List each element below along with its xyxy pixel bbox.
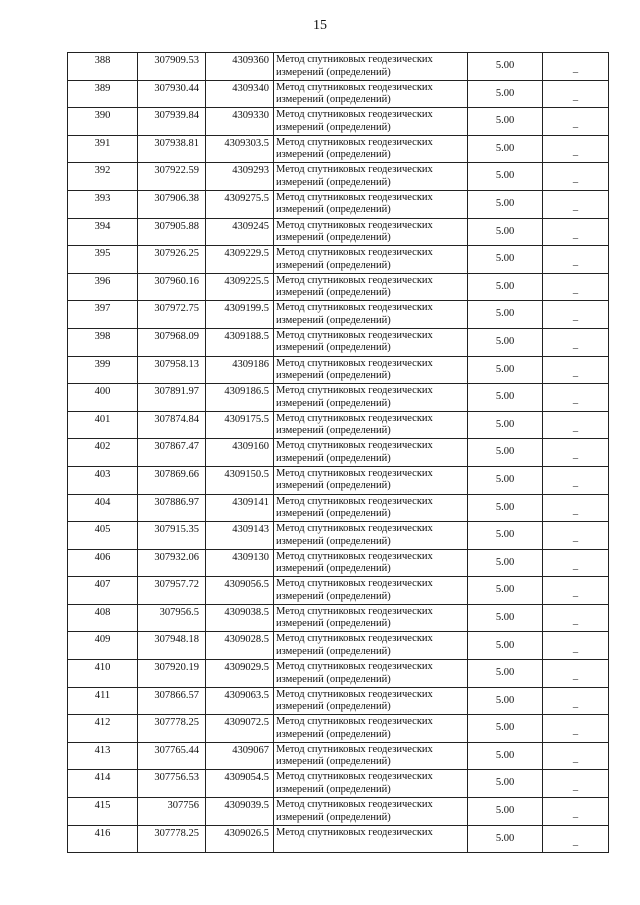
accuracy-cell: 5.00 — [468, 770, 543, 798]
method-cell: Метод спутниковых геодезических измерений (определений) — [274, 356, 468, 384]
note-cell: – — [543, 246, 609, 274]
note-cell: – — [543, 218, 609, 246]
x-coordinate-cell: 307968.09 — [138, 328, 206, 356]
method-cell: Метод спутниковых геодезических измерений (определений) — [274, 328, 468, 356]
point-number-cell: 411 — [68, 687, 138, 715]
y-coordinate-cell: 4309038.5 — [206, 604, 274, 632]
accuracy-cell: 5.00 — [468, 218, 543, 246]
table-row — [68, 439, 609, 467]
x-coordinate-cell: 307915.35 — [138, 522, 206, 550]
method-cell: Метод спутниковых геодезических — [274, 825, 468, 853]
note-cell: – — [543, 439, 609, 467]
note-cell: – — [543, 108, 609, 136]
coordinates-table-body — [68, 53, 609, 853]
y-coordinate-cell: 4309063.5 — [206, 687, 274, 715]
method-cell: Метод спутниковых геодезических измерений (определений) — [274, 715, 468, 743]
point-number-cell: 397 — [68, 301, 138, 329]
accuracy-cell: 5.00 — [468, 328, 543, 356]
table-row — [68, 660, 609, 688]
y-coordinate-cell: 4309360 — [206, 53, 274, 81]
y-coordinate-cell: 4309067 — [206, 742, 274, 770]
table-row — [68, 466, 609, 494]
table-row — [68, 273, 609, 301]
table-row — [68, 80, 609, 108]
table-row — [68, 190, 609, 218]
table-row — [68, 798, 609, 826]
table-row — [68, 549, 609, 577]
y-coordinate-cell: 4309026.5 — [206, 825, 274, 853]
note-cell: – — [543, 577, 609, 605]
accuracy-cell: 5.00 — [468, 798, 543, 826]
accuracy-cell: 5.00 — [468, 825, 543, 853]
table-row — [68, 108, 609, 136]
x-coordinate-cell: 307867.47 — [138, 439, 206, 467]
table-row — [68, 770, 609, 798]
y-coordinate-cell: 4309054.5 — [206, 770, 274, 798]
x-coordinate-cell: 307972.75 — [138, 301, 206, 329]
x-coordinate-cell: 307869.66 — [138, 466, 206, 494]
note-cell: – — [543, 466, 609, 494]
accuracy-cell: 5.00 — [468, 384, 543, 412]
method-cell: Метод спутниковых геодезических измерений (определений) — [274, 218, 468, 246]
method-cell: Метод спутниковых геодезических измерений (определений) — [274, 190, 468, 218]
method-cell: Метод спутниковых геодезических измерений (определений) — [274, 466, 468, 494]
table-row — [68, 218, 609, 246]
point-number-cell: 394 — [68, 218, 138, 246]
accuracy-cell: 5.00 — [468, 301, 543, 329]
table-row — [68, 53, 609, 81]
point-number-cell: 389 — [68, 80, 138, 108]
note-cell: – — [543, 549, 609, 577]
point-number-cell: 399 — [68, 356, 138, 384]
point-number-cell: 416 — [68, 825, 138, 853]
table-row — [68, 687, 609, 715]
accuracy-cell: 5.00 — [468, 411, 543, 439]
method-cell: Метод спутниковых геодезических измерений (определений) — [274, 439, 468, 467]
table-row — [68, 494, 609, 522]
x-coordinate-cell: 307930.44 — [138, 80, 206, 108]
y-coordinate-cell: 4309340 — [206, 80, 274, 108]
note-cell: – — [543, 301, 609, 329]
table-row — [68, 356, 609, 384]
accuracy-cell: 5.00 — [468, 53, 543, 81]
method-cell: Метод спутниковых геодезических измерений (определений) — [274, 301, 468, 329]
note-cell: – — [543, 80, 609, 108]
method-cell: Метод спутниковых геодезических измерений (определений) — [274, 135, 468, 163]
table-row — [68, 577, 609, 605]
table-row — [68, 328, 609, 356]
point-number-cell: 406 — [68, 549, 138, 577]
y-coordinate-cell: 4309143 — [206, 522, 274, 550]
x-coordinate-cell: 307932.06 — [138, 549, 206, 577]
point-number-cell: 413 — [68, 742, 138, 770]
note-cell: – — [543, 190, 609, 218]
note-cell: – — [543, 660, 609, 688]
method-cell: Метод спутниковых геодезических измерений (определений) — [274, 577, 468, 605]
y-coordinate-cell: 4309039.5 — [206, 798, 274, 826]
x-coordinate-cell: 307957.72 — [138, 577, 206, 605]
method-cell: Метод спутниковых геодезических измерений (определений) — [274, 522, 468, 550]
note-cell: – — [543, 770, 609, 798]
point-number-cell: 393 — [68, 190, 138, 218]
y-coordinate-cell: 4309303.5 — [206, 135, 274, 163]
x-coordinate-cell: 307886.97 — [138, 494, 206, 522]
method-cell: Метод спутниковых геодезических измерений (определений) — [274, 494, 468, 522]
accuracy-cell: 5.00 — [468, 577, 543, 605]
point-number-cell: 401 — [68, 411, 138, 439]
table-row — [68, 163, 609, 191]
point-number-cell: 400 — [68, 384, 138, 412]
y-coordinate-cell: 4309160 — [206, 439, 274, 467]
accuracy-cell: 5.00 — [468, 439, 543, 467]
table-row — [68, 411, 609, 439]
accuracy-cell: 5.00 — [468, 660, 543, 688]
method-cell: Метод спутниковых геодезических измерений (определений) — [274, 273, 468, 301]
point-number-cell: 398 — [68, 328, 138, 356]
note-cell: – — [543, 715, 609, 743]
table-row — [68, 825, 609, 853]
accuracy-cell: 5.00 — [468, 80, 543, 108]
y-coordinate-cell: 4309072.5 — [206, 715, 274, 743]
y-coordinate-cell: 4309141 — [206, 494, 274, 522]
note-cell: – — [543, 384, 609, 412]
method-cell: Метод спутниковых геодезических измерений (определений) — [274, 549, 468, 577]
table-row — [68, 715, 609, 743]
accuracy-cell: 5.00 — [468, 715, 543, 743]
x-coordinate-cell: 307866.57 — [138, 687, 206, 715]
y-coordinate-cell: 4309330 — [206, 108, 274, 136]
method-cell: Метод спутниковых геодезических измерений (определений) — [274, 604, 468, 632]
point-number-cell: 402 — [68, 439, 138, 467]
y-coordinate-cell: 4309150.5 — [206, 466, 274, 494]
y-coordinate-cell: 4309225.5 — [206, 273, 274, 301]
point-number-cell: 407 — [68, 577, 138, 605]
accuracy-cell: 5.00 — [468, 356, 543, 384]
note-cell: – — [543, 522, 609, 550]
y-coordinate-cell: 4309186.5 — [206, 384, 274, 412]
y-coordinate-cell: 4309130 — [206, 549, 274, 577]
x-coordinate-cell: 307920.19 — [138, 660, 206, 688]
y-coordinate-cell: 4309188.5 — [206, 328, 274, 356]
method-cell: Метод спутниковых геодезических измерений (определений) — [274, 798, 468, 826]
y-coordinate-cell: 4309028.5 — [206, 632, 274, 660]
x-coordinate-cell: 307756 — [138, 798, 206, 826]
note-cell: – — [543, 328, 609, 356]
y-coordinate-cell: 4309056.5 — [206, 577, 274, 605]
page-number: 15 — [313, 18, 327, 33]
accuracy-cell: 5.00 — [468, 163, 543, 191]
x-coordinate-cell: 307906.38 — [138, 190, 206, 218]
table-row — [68, 604, 609, 632]
point-number-cell: 390 — [68, 108, 138, 136]
accuracy-cell: 5.00 — [468, 687, 543, 715]
y-coordinate-cell: 4309293 — [206, 163, 274, 191]
point-number-cell: 412 — [68, 715, 138, 743]
accuracy-cell: 5.00 — [468, 190, 543, 218]
y-coordinate-cell: 4309275.5 — [206, 190, 274, 218]
accuracy-cell: 5.00 — [468, 742, 543, 770]
method-cell: Метод спутниковых геодезических измерений (определений) — [274, 80, 468, 108]
note-cell: – — [543, 356, 609, 384]
accuracy-cell: 5.00 — [468, 108, 543, 136]
method-cell: Метод спутниковых геодезических измерений (определений) — [274, 770, 468, 798]
x-coordinate-cell: 307891.97 — [138, 384, 206, 412]
x-coordinate-cell: 307948.18 — [138, 632, 206, 660]
accuracy-cell: 5.00 — [468, 273, 543, 301]
point-number-cell: 409 — [68, 632, 138, 660]
note-cell: – — [543, 632, 609, 660]
table-row — [68, 135, 609, 163]
method-cell: Метод спутниковых геодезических измерений (определений) — [274, 108, 468, 136]
accuracy-cell: 5.00 — [468, 549, 543, 577]
coordinates-table — [67, 52, 609, 853]
table-row — [68, 742, 609, 770]
method-cell: Метод спутниковых геодезических измерений (определений) — [274, 53, 468, 81]
x-coordinate-cell: 307960.16 — [138, 273, 206, 301]
accuracy-cell: 5.00 — [468, 604, 543, 632]
note-cell: – — [543, 135, 609, 163]
method-cell: Метод спутниковых геодезических измерений (определений) — [274, 411, 468, 439]
y-coordinate-cell: 4309229.5 — [206, 246, 274, 274]
note-cell: – — [543, 742, 609, 770]
table-row — [68, 301, 609, 329]
y-coordinate-cell: 4309186 — [206, 356, 274, 384]
note-cell: – — [543, 163, 609, 191]
y-coordinate-cell: 4309199.5 — [206, 301, 274, 329]
x-coordinate-cell: 307874.84 — [138, 411, 206, 439]
accuracy-cell: 5.00 — [468, 632, 543, 660]
x-coordinate-cell: 307756.53 — [138, 770, 206, 798]
note-cell: – — [543, 273, 609, 301]
x-coordinate-cell: 307939.84 — [138, 108, 206, 136]
note-cell: – — [543, 494, 609, 522]
x-coordinate-cell: 307905.88 — [138, 218, 206, 246]
method-cell: Метод спутниковых геодезических измерений (определений) — [274, 632, 468, 660]
method-cell: Метод спутниковых геодезических измерений (определений) — [274, 246, 468, 274]
point-number-cell: 404 — [68, 494, 138, 522]
method-cell: Метод спутниковых геодезических измерений (определений) — [274, 384, 468, 412]
x-coordinate-cell: 307956.5 — [138, 604, 206, 632]
x-coordinate-cell: 307909.53 — [138, 53, 206, 81]
accuracy-cell: 5.00 — [468, 246, 543, 274]
note-cell: – — [543, 411, 609, 439]
accuracy-cell: 5.00 — [468, 522, 543, 550]
table-row — [68, 632, 609, 660]
accuracy-cell: 5.00 — [468, 135, 543, 163]
y-coordinate-cell: 4309245 — [206, 218, 274, 246]
table-row — [68, 384, 609, 412]
point-number-cell: 388 — [68, 53, 138, 81]
table-row — [68, 246, 609, 274]
note-cell: – — [543, 604, 609, 632]
note-cell: – — [543, 53, 609, 81]
x-coordinate-cell: 307765.44 — [138, 742, 206, 770]
method-cell: Метод спутниковых геодезических измерений (определений) — [274, 742, 468, 770]
point-number-cell: 415 — [68, 798, 138, 826]
point-number-cell: 405 — [68, 522, 138, 550]
point-number-cell: 391 — [68, 135, 138, 163]
x-coordinate-cell: 307958.13 — [138, 356, 206, 384]
point-number-cell: 396 — [68, 273, 138, 301]
note-cell: – — [543, 798, 609, 826]
point-number-cell: 403 — [68, 466, 138, 494]
y-coordinate-cell: 4309175.5 — [206, 411, 274, 439]
accuracy-cell: 5.00 — [468, 466, 543, 494]
method-cell: Метод спутниковых геодезических измерений (определений) — [274, 660, 468, 688]
accuracy-cell: 5.00 — [468, 494, 543, 522]
point-number-cell: 395 — [68, 246, 138, 274]
y-coordinate-cell: 4309029.5 — [206, 660, 274, 688]
point-number-cell: 392 — [68, 163, 138, 191]
note-cell: – — [543, 687, 609, 715]
x-coordinate-cell: 307926.25 — [138, 246, 206, 274]
method-cell: Метод спутниковых геодезических измерений (определений) — [274, 163, 468, 191]
method-cell: Метод спутниковых геодезических измерений (определений) — [274, 687, 468, 715]
point-number-cell: 410 — [68, 660, 138, 688]
table-row — [68, 522, 609, 550]
point-number-cell: 414 — [68, 770, 138, 798]
x-coordinate-cell: 307938.81 — [138, 135, 206, 163]
point-number-cell: 408 — [68, 604, 138, 632]
x-coordinate-cell: 307778.25 — [138, 715, 206, 743]
note-cell: – — [543, 825, 609, 853]
x-coordinate-cell: 307778.25 — [138, 825, 206, 853]
x-coordinate-cell: 307922.59 — [138, 163, 206, 191]
